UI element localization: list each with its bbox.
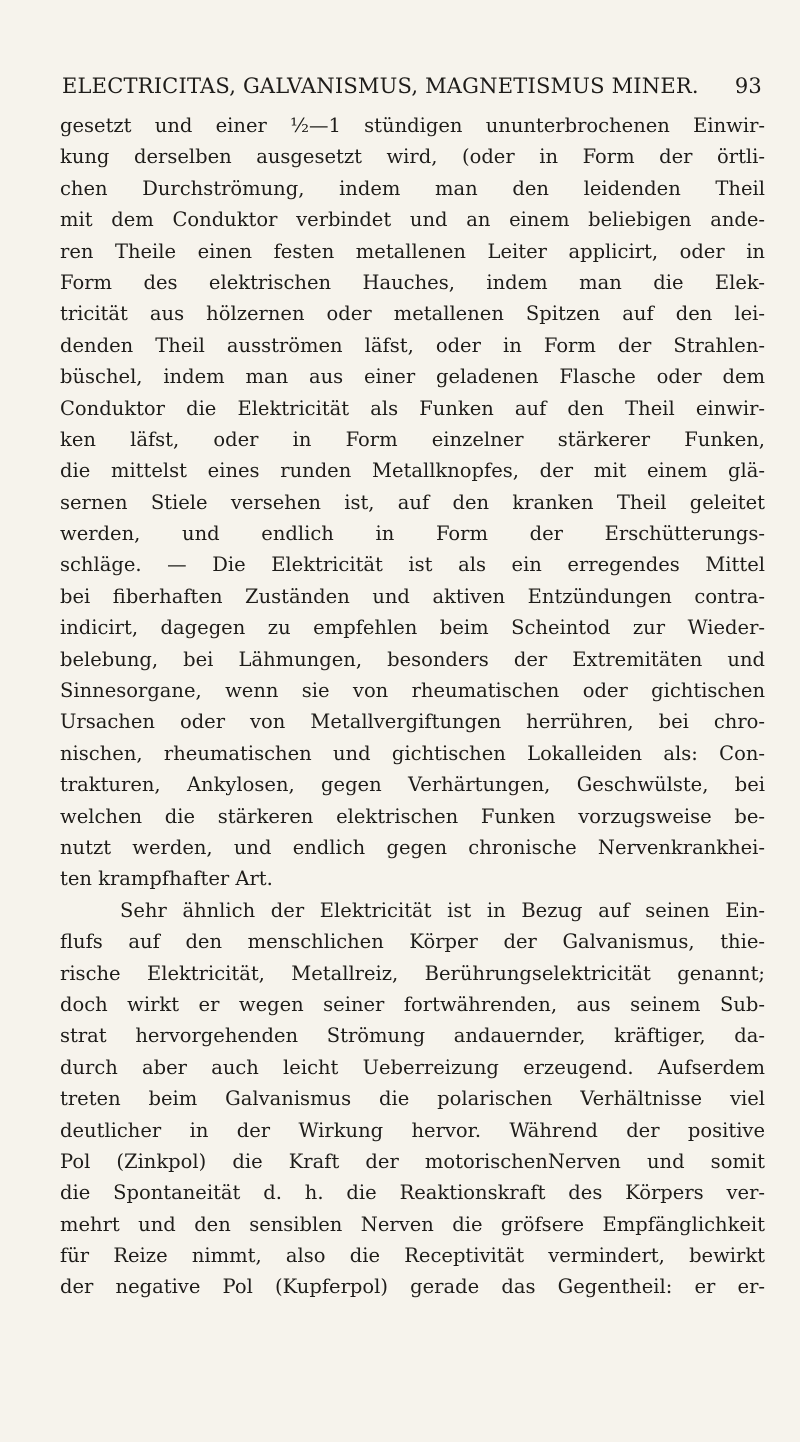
text-line: strat hervorgehenden Strömung andauernder, kräftiger, da- <box>60 1024 765 1048</box>
text-line: Sinnesorgane, wenn sie von rheumatischen oder gichtischen <box>60 679 765 703</box>
text-line: ken läfst, oder in Form einzelner stärkerer Funken, <box>60 427 765 451</box>
text-line: trakturen, Ankylosen, gegen Verhärtungen, Geschwülste, bei <box>60 773 765 797</box>
text-line: welchen die stärkeren elektrischen Funken vorzugsweise be- <box>60 804 765 828</box>
text-line: tricität aus hölzernen oder metallenen Spitzen auf den lei- <box>60 302 765 326</box>
paragraph-start-line: Sehr ähnlich der Elektricität ist in Bezug auf seinen Ein- <box>120 898 765 922</box>
body-text <box>60 110 765 1303</box>
page-number: 93 <box>734 74 762 98</box>
text-line: schläge. — Die Elektricität ist als ein erregendes Mittel <box>60 553 765 577</box>
text-line: indicirt, dagegen zu empfehlen beim Scheintod zur Wieder- <box>60 616 765 640</box>
text-line: flufs auf den menschlichen Körper der Galvanismus, thie- <box>60 930 765 954</box>
text-line: die Spontaneität d. h. die Reaktionskraft des Körpers ver- <box>60 1181 765 1205</box>
text-line: belebung, bei Lähmungen, besonders der Extremitäten und <box>60 647 765 671</box>
paragraph-end-line: ten krampfhafter Art. <box>60 867 273 891</box>
running-title: ELECTRICITAS, GALVANISMUS, MAGNETISMUS MINER. <box>62 74 699 98</box>
text-line: der negative Pol (Kupferpol) gerade das Gegentheil: er er- <box>60 1275 765 1299</box>
text-line: werden, und endlich in Form der Erschütterungs- <box>60 522 765 546</box>
text-line: büschel, indem man aus einer geladenen Flasche oder dem <box>60 365 765 389</box>
text-line: für Reize nimmt, also die Receptivität vermindert, bewirkt <box>60 1244 765 1268</box>
text-line: bei fiberhaften Zuständen und aktiven Entzündungen contra- <box>60 584 765 608</box>
text-line: nischen, rheumatischen und gichtischen Lokalleiden als: Con- <box>60 741 765 765</box>
text-line: Ursachen oder von Metallvergiftungen herrühren, bei chro- <box>60 710 765 734</box>
text-line: durch aber auch leicht Ueberreizung erzeugend. Aufserdem <box>60 1055 765 1079</box>
text-line: rische Elektricität, Metallreiz, Berührungselektricität genannt; <box>60 961 765 985</box>
text-line: ren Theile einen festen metallenen Leiter applicirt, oder in <box>60 239 765 263</box>
text-line: Conduktor die Elektricität als Funken auf den Theil einwir- <box>60 396 765 420</box>
text-line: Form des elektrischen Hauches, indem man die Elek- <box>60 270 765 294</box>
text-line: mehrt und den sensiblen Nerven die gröfsere Empfänglichkeit <box>60 1212 765 1236</box>
text-line: gesetzt und einer ½—1 stündigen ununterbrochenen Einwir- <box>60 114 765 137</box>
text-line: doch wirkt er wegen seiner fortwährenden, aus seinem Sub- <box>60 992 765 1016</box>
text-line: deutlicher in der Wirkung hervor. Während der positive <box>60 1118 765 1142</box>
text-line: Pol (Zinkpol) die Kraft der motorischenNerven und somit <box>60 1149 765 1173</box>
text-line: nutzt werden, und endlich gegen chronische Nervenkrankhei- <box>60 835 765 859</box>
text-line: kung derselben ausgesetzt wird, (oder in Form der örtli- <box>60 145 765 169</box>
text-line: sernen Stiele versehen ist, auf den kranken Theil geleitet <box>60 490 765 514</box>
text-line: chen Durchströmung, indem man den leidenden Theil <box>60 176 765 200</box>
text-line: denden Theil ausströmen läfst, oder in Form der Strahlen- <box>60 333 765 357</box>
text-line: treten beim Galvanismus die polarischen Verhältnisse viel <box>60 1087 765 1111</box>
text-line: mit dem Conduktor verbindet und an einem beliebigen ande- <box>60 208 765 232</box>
text-line: die mittelst eines runden Metallknopfes, der mit einem glä- <box>60 459 765 483</box>
